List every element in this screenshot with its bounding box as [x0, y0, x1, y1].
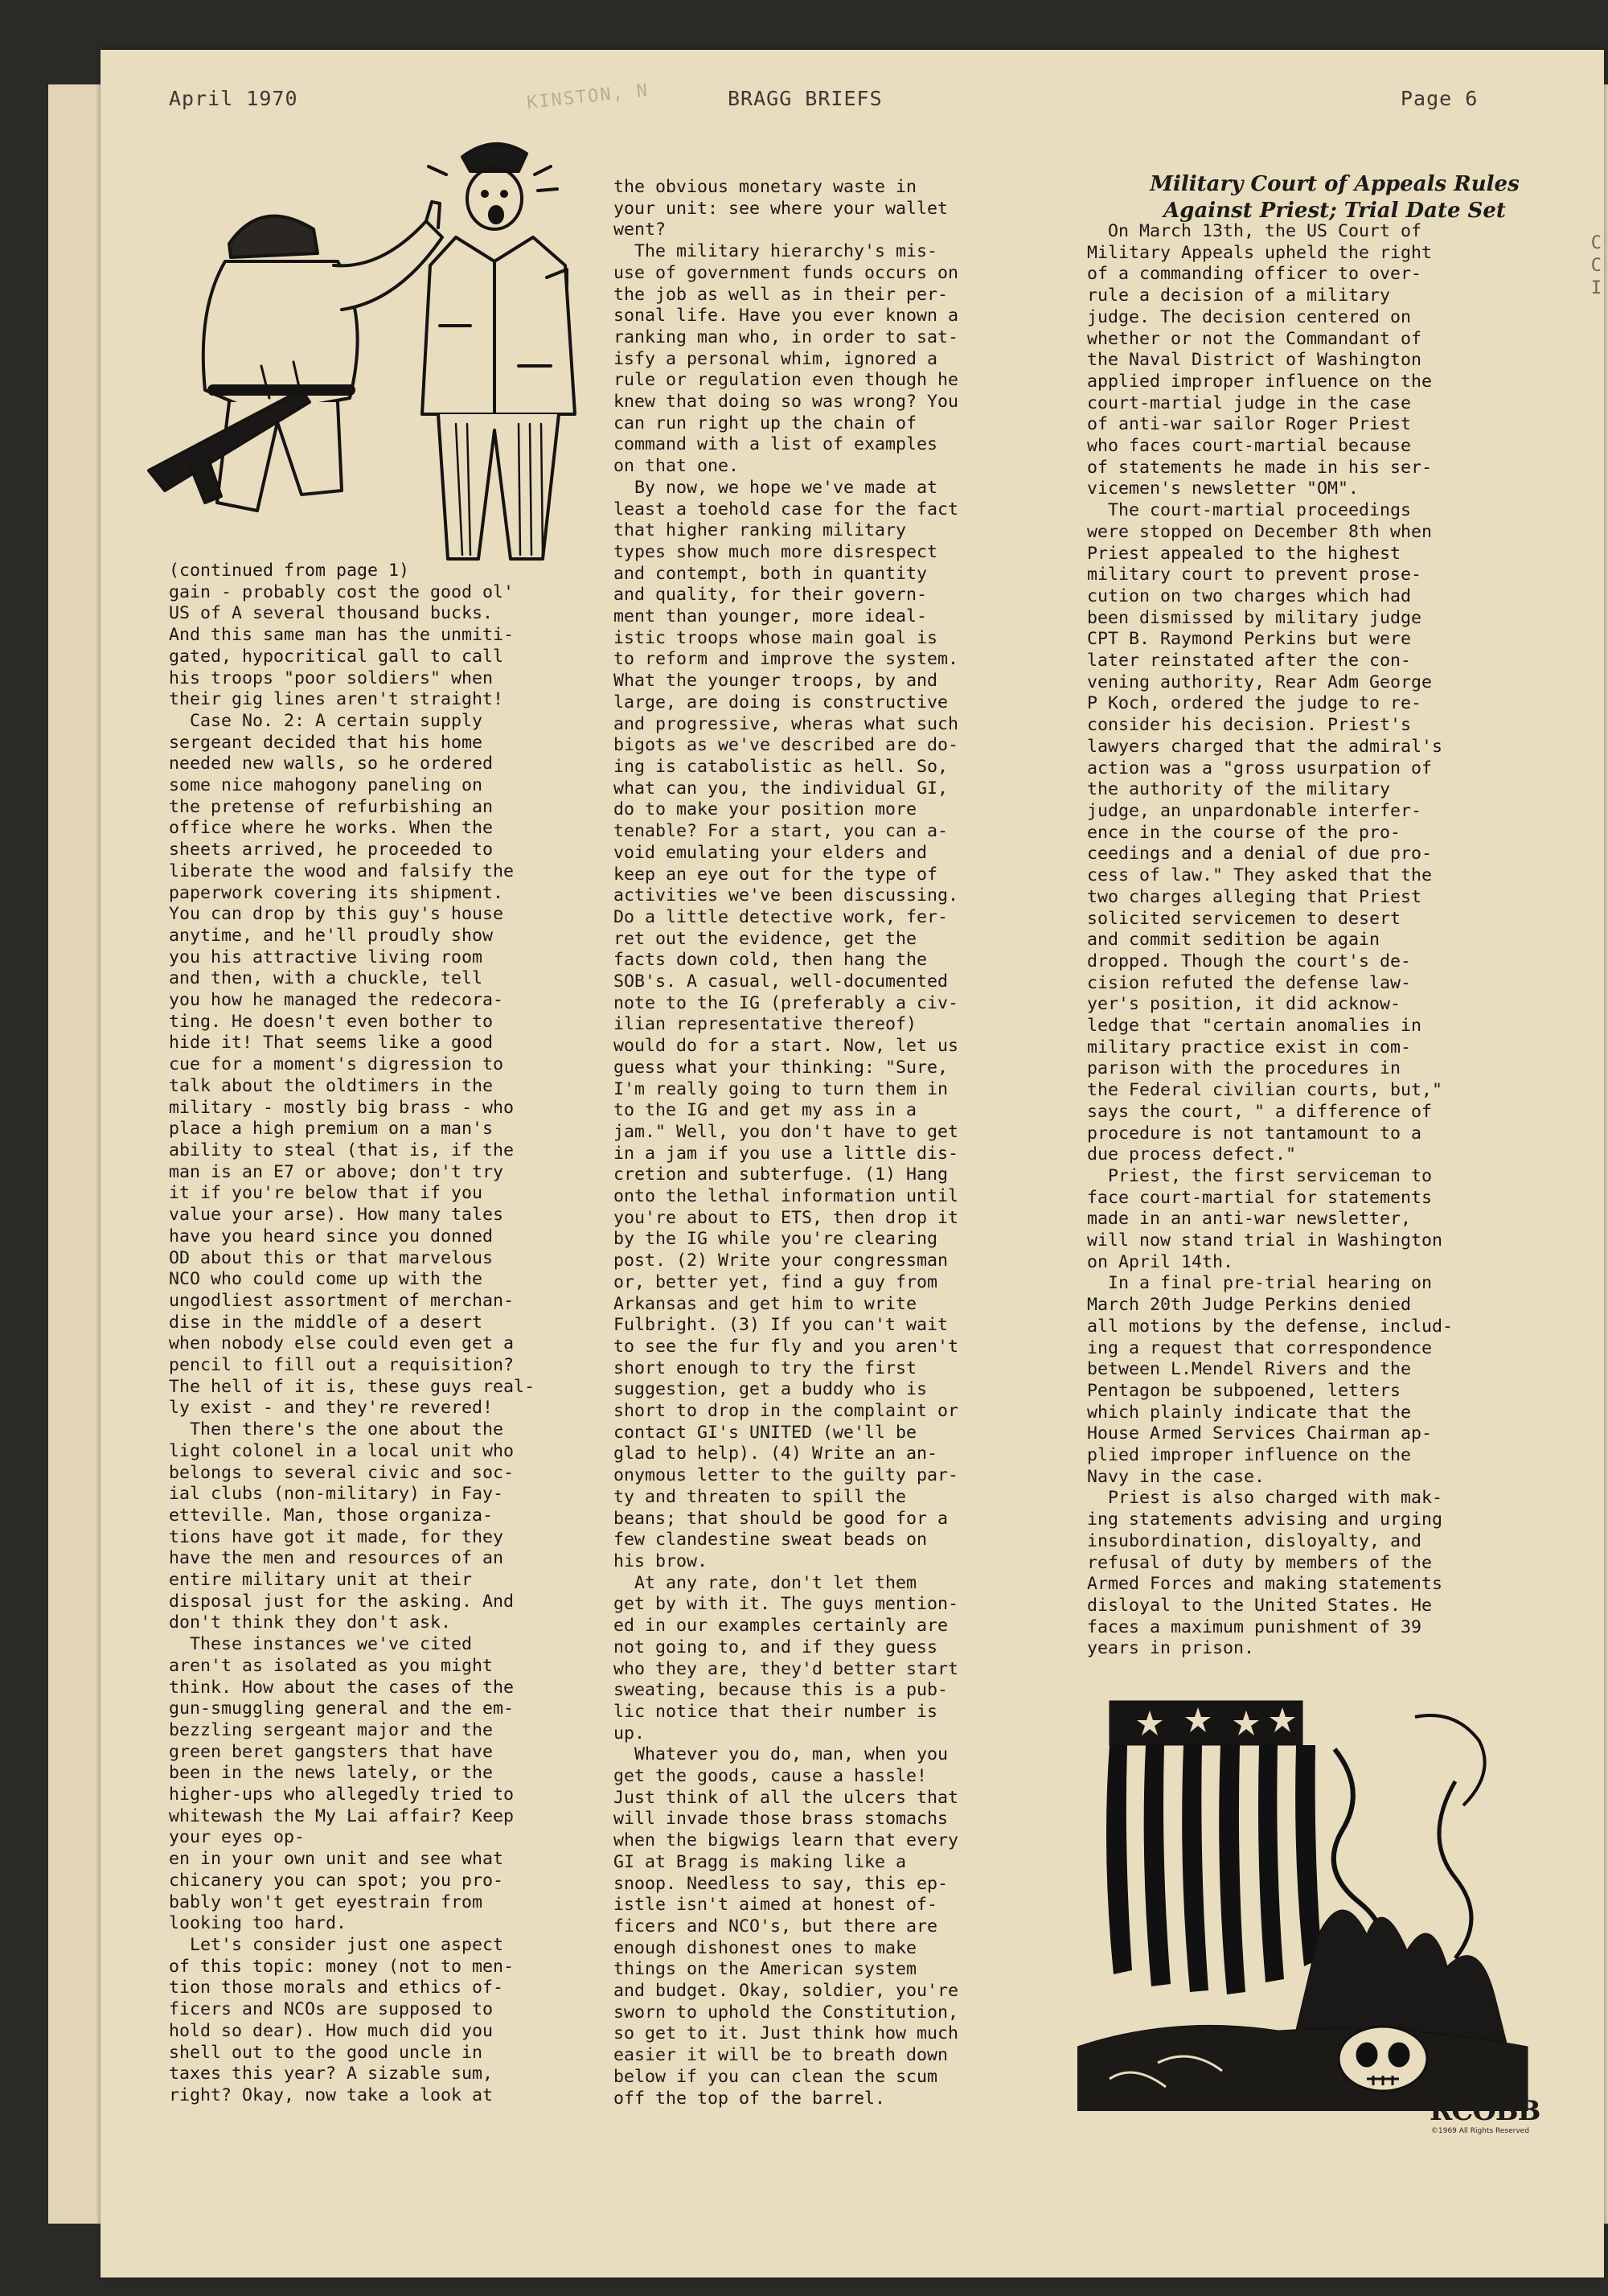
article-headline-line-1: Military Court of Appeals Rules — [1150, 172, 1520, 196]
article-headline-line-2: Against Priest; Trial Date Set — [1163, 199, 1506, 223]
column-2-text: the obvious monetary waste in your unit: see where your wallet went? The military hierarchy's mis- use of government funds occurs on the job as well as in their per- sonal life. Have you ever known a ranking man who, in order to sat- isfy a personal whim, ignored a rule or regulation even though he knew that doing so was wrong? You can run right up the chain of command with a list of examples on that one. By now, we hope we've made at least a toehold case for the fact that higher ranking military types show much more disrespect and contempt, both in quantity and quality, for their govern- ment than younger, more ideal- istic troops whose main goal is to reform and improve the system. What the younger troops, by and large, are doing is constructive and progressive, wheras what such bigots as we've described are do- ing is catabolistic as hell. So, what can you, the individual GI, do to make your position more tenable? For a start, you can a- void emulating your elders and keep an eye out for the type of activities we've been discussing. Do a little detective work, fer- ret out the evidence, get the facts down cold, then hang the SOB's. A casual, well-documented note to the IG (preferably a civ- ilian representative thereof) would do for a start. Now, let us guess what your thinking: "Sure, I'm really going to turn them in to the IG and get my ass in a jam." Well, you don't have to get in a jam if you use a little dis- cretion and subterfuge. (1) Hang onto the lethal information until you're about to ETS, then drop it by the IG while you're clearing post. (2) Write your congressman or, better yet, find a guy from Arkansas and get him to write Fulbright. (3) If you can't wait to see the fur fly and you aren't short enough to try the first suggestion, get a buddy who is short to drop in the complaint or contact GI's UNITED (we'll be glad to help). (4) Write an an- onymous letter to the guilty par- ty and threaten to spill the beans; that should be good for a few clandestine sweat beads on his brow. At any rate, don't let them get by with it. The guys mention- ed in our examples certainly are not going to, and if they guess who they are, they'd better start sweating, because this is a pub- lic notice that their number is up. Whatever you do, man, when you get the goods, cause a hassle! Just think of all the ulcers that will invade those brass stomachs when the bigwigs learn that every GI at Bragg is making like a snoop. Needless to say, this ep- istle isn't aimed at honest of- ficers and NCO's, but there are enough dishonest ones to make things on the American system and budget. Okay, soldier, you're sworn to uphold the Constitution, so get to it. Just think how much easier it will be to breath down below if you can clean the scum off the top of the barrel. — [613, 177, 959, 2109]
header-title: BRAGG BRIEFS — [728, 87, 883, 110]
column-3-text: On March 13th, the US Court of Military Appeals upheld the right of a commanding officer to over- rule a decision of a military judge. The decision centered on whether or not the Commandant of the Naval District of Washington applied improper influence on the court-martial judge in the case of anti-war sailor Roger Priest who faces court-martial because of statements he made in his ser- vicemen's newsletter "OM". The court-martial proceedings were stopped on December 8th when Priest appealed to the highest military court to prevent prose- cution on two charges which had been dismissed by military judge CPT B. Raymond Perkins but were later reinstated after the con- vening authority, Rear Adm George P Koch, ordered the judge to re- consider his decision. Priest's lawyers charged that the admiral's action was a "gross usurpation of the authority of the military judge, an unpardonable interfer- ence in the course of the pro- ceedings and a denial of due pro- cess of law." They asked that the two charges alleging that Priest solicited servicemen to desert and commit sedition be again dropped. Though the court's de- cision refuted the defense law- yer's position, it did acknow- ledge that "certain anomalies in military practice exist in com- parison with the procedures in the Federal civilian courts, but," says the court, " a difference of procedure is not tantamount to a due process defect." Priest, the first serviceman to face court-martial for statements made in an anti-war newsletter, will now stand trial in Washington on April 14th. In a final pre-trial hearing on March 20th Judge Perkins denied all motions by the defense, includ- ing a request that correspondence between L.Mendel Rivers and the Pentagon be subpoened, letters which plainly indicate that the House Armed Services Chairman ap- plied improper influence on the Navy in the case. Priest is also charged with mak- ing statements advising and urging insubordination, disloyalty, and refusal of duty by members of the Armed Forces and making statements disloyal to the United States. He faces a maximum punishment of 39 years in prison. — [1087, 221, 1454, 1659]
flag-stripes — [1106, 1745, 1322, 1994]
artist-credit: ©1969 All Rights Reserved — [1431, 2127, 1529, 2135]
edge-mark-1: C — [1590, 233, 1602, 253]
bleed-through-text: KINSTON, N — [526, 80, 650, 113]
flag-canton — [1110, 1701, 1302, 1745]
flag-illustration — [1077, 1693, 1536, 2111]
header-page-number: Page 6 — [1401, 87, 1479, 110]
artist-signature: RCOBB — [1430, 2095, 1540, 2127]
soldier-helmet — [229, 216, 318, 257]
cartoon-illustration — [141, 125, 591, 563]
edge-mark-2: C — [1590, 256, 1602, 276]
column-1-text: (continued from page 1) gain - probably cost the good ol' US of A several thousand bucks. And this same man has the unmiti- gated, hypocritical gall to call his troops "poor soldiers" when their gig lines aren't straight! Case No. 2: A certain supply sergeant decided that his home needed new walls, so he ordered some nice mahogony paneling on the pretense of refurbishing an office where he works. When the sheets arrived, he proceeded to liberate the wood and falsify the paperwork covering its shipment. You can drop by this guy's house anytime, and he'll proudly show you his attractive living room and then, with a chuckle, tell you how he managed the redecora- ting. He doesn't even bother to hide it! That seems like a good cue for a moment's digression to talk about the oldtimers in the military - mostly big brass - who place a high premium on a man's ability to steal (that is, if the man is an E7 or above; don't try it if you're below that if you value your arse). How many tales have you heard since you donned OD about this or that marvelous NCO who could come up with the ungodliest assortment of merchan- dise in the middle of a desert when nobody else could even get a pencil to fill out a requisition? The hell of it is, these guys real- ly exist - and they're revered! Then there's the one about the light colonel in a local unit who belongs to several civic and soc- ial clubs (non-military) in Fay- etteville. Man, those organiza- tions have got it made, for they have the men and resources of an entire military unit at their disposal just for the asking. And don't think they don't ask. These instances we've cited aren't as isolated as you might think. How about the cases of the gun-smuggling general and the em- bezzling sergeant major and the green beret gangsters that have been in the news lately, or the higher-ups who allegedly tried to whitewash the My Lai affair? Keep your eyes op- en in your own unit and see what chicanery you can spot; you pro- bably won't get eyestrain from looking too hard. Let's consider just one aspect of this topic: money (not to men- tion those morals and ethics of- ficers and NCOs are supposed to hold so dear). How much did you shell out to the good uncle in taxes this year? A sizable sum, right? Okay, now take a look at — [169, 561, 535, 2105]
skull — [1339, 2027, 1427, 2091]
soldier-arm — [334, 221, 442, 310]
edge-mark-3: I — [1590, 278, 1602, 298]
header-date: April 1970 — [169, 87, 298, 110]
